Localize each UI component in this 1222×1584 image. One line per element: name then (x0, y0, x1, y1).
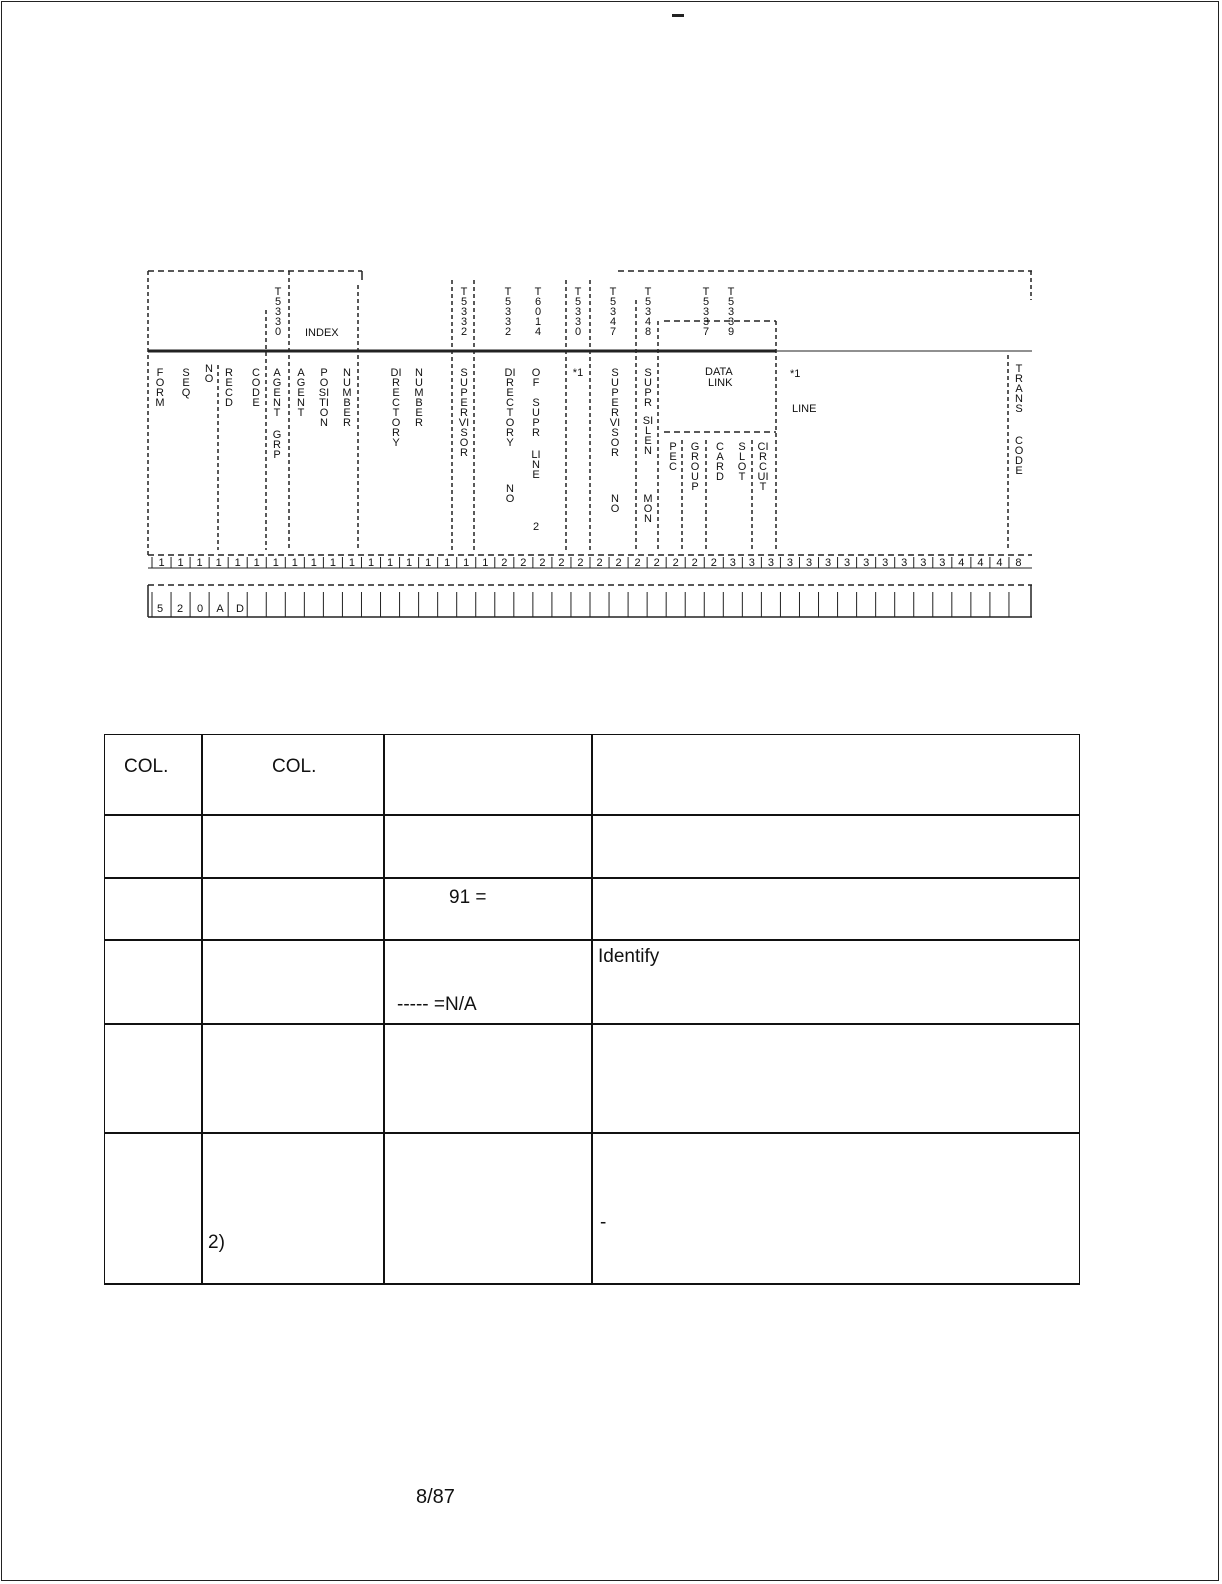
note-mark: *1 (790, 368, 801, 380)
column-digit: 2 (520, 557, 527, 569)
column-digit: 3 (805, 557, 813, 569)
preprinted-value: D (236, 603, 244, 615)
header-code-t5332-b: T5332 (504, 286, 512, 338)
field-label-code: CODE (251, 367, 261, 409)
table-header-col2: COL. (272, 756, 317, 777)
column-digit: 2 (558, 557, 565, 569)
column-digit: 2 (539, 557, 546, 569)
preprinted-value: 2 (176, 603, 184, 615)
column-digit: 1 (158, 557, 165, 569)
field-label-agent-grp-2: GRP (272, 429, 282, 461)
column-digit: 1 (444, 557, 451, 569)
field-label-number-1: NUMBER (342, 367, 352, 429)
field-label-supervisor-no: NO (610, 493, 620, 515)
field-label-dir-no-2: NO (505, 483, 515, 505)
field-label-trans-code: CODE (1014, 435, 1024, 477)
column-digit: 2 (577, 557, 584, 569)
field-label-recd: RECD (225, 367, 233, 409)
column-digit: 3 (863, 557, 870, 569)
column-digit: 1 (463, 557, 470, 569)
column-digit: 3 (882, 557, 889, 569)
column-digit: 2 (691, 557, 698, 569)
field-label-trans: TRANS (1015, 363, 1023, 415)
field-label-circuit: CIRCUIT (757, 441, 769, 493)
column-digit: 3 (939, 557, 946, 569)
field-label-pec: PEC (669, 441, 677, 473)
field-label-supervisor-1: SUPERVISOR (458, 367, 470, 459)
column-digit: 1 (310, 557, 317, 569)
header-code-t5330-b: T5330 (574, 286, 582, 338)
table-row3-col3: ----- =N/A (397, 994, 477, 1015)
column-digit: 1 (196, 557, 203, 569)
field-label-of-supr-2: SUPR (532, 397, 540, 439)
column-digit: 4 (996, 557, 1003, 569)
column-digit: 1 (253, 557, 260, 569)
header-code-t5330-a: T5330 (274, 286, 282, 338)
preprinted-value: A (216, 603, 224, 615)
column-digit: 3 (920, 557, 927, 569)
column-digit: 3 (748, 557, 755, 569)
column-digit: 1 (367, 557, 375, 569)
column-digit: 1 (425, 557, 432, 569)
column-digit: 1 (386, 557, 394, 569)
field-label-of-supr-4: 2 (532, 521, 540, 533)
field-label-number-2: NUMBER (414, 367, 424, 429)
field-label-silen-1: SILEN (642, 415, 654, 457)
instruction-table-grid (104, 734, 1080, 1286)
field-label-card: CARD (716, 441, 724, 483)
table-row5-col2: 2) (208, 1232, 225, 1253)
column-digit: 1 (482, 557, 489, 569)
instruction-table (104, 734, 1080, 1286)
field-label-of-supr-3: LINE (531, 449, 541, 481)
column-digit: 3 (767, 557, 774, 569)
column-digit: 2 (596, 557, 603, 569)
column-digit: 2 (672, 557, 679, 569)
footer-date: 8/87 (416, 1486, 455, 1508)
column-digit: 1 (406, 557, 413, 569)
column-digit: 2 (710, 557, 717, 569)
field-label-group: GROUP (690, 441, 700, 493)
field-label-supervisor-2: SUPERVISOR (609, 367, 621, 459)
header-code-t5348: T5348 (644, 286, 652, 338)
header-code-t5339: T5339 (727, 286, 735, 338)
header-code-t6014: T6014 (534, 286, 542, 338)
column-digit: 3 (901, 557, 908, 569)
header-code-t5332-a: T5332 (460, 286, 468, 338)
data-link-label-2: LINK (708, 377, 733, 389)
field-label-dir-no-1: DIRECTORY (504, 367, 516, 449)
table-row2-col3: 91 = (449, 887, 487, 908)
column-digit: 2 (653, 557, 660, 569)
field-label-star-1: *1 (572, 367, 584, 379)
column-digit: 3 (786, 557, 794, 569)
field-label-agent-pos-1: AGENT (296, 367, 306, 419)
data-link-label-1: DATA (705, 366, 733, 378)
column-digit: 1 (348, 557, 356, 569)
field-label-no: NO (204, 363, 214, 385)
line-label: LINE (792, 403, 817, 415)
field-label-seq: SEQ (181, 367, 191, 399)
field-label-form: FORM (155, 367, 165, 409)
field-label-supr-1: SUPR (644, 367, 652, 409)
column-digit: 1 (234, 557, 241, 569)
column-digit: 1 (215, 557, 222, 569)
header-code-t5337: T5337 (702, 286, 710, 338)
table-row5-col4: - (600, 1212, 607, 1233)
field-label-agent-grp-1: AGENT (272, 367, 282, 419)
field-label-of-supr-1: OF (531, 367, 541, 389)
column-digit: 2 (501, 557, 508, 569)
preprinted-value: 0 (196, 603, 204, 615)
table-row3-col4: Identify (598, 946, 660, 967)
index-label: INDEX (305, 327, 339, 339)
field-label-agent-pos-2: POSITION (318, 367, 330, 429)
column-digit: 1 (291, 557, 298, 569)
header-code-t5347: T5347 (609, 286, 617, 338)
table-header-col1: COL. (124, 756, 169, 777)
column-digit: 2 (615, 557, 622, 569)
column-digit: 1 (329, 557, 336, 569)
column-digit: 3 (844, 557, 851, 569)
field-label-directory-1: DIRECTORY (390, 367, 402, 449)
preprinted-value: 5 (156, 603, 164, 615)
field-label-mon-1: MON (643, 493, 653, 525)
column-digit: 2 (634, 557, 641, 569)
column-digit: 1 (272, 557, 279, 569)
column-digit: 1 (177, 557, 184, 569)
column-digit: 3 (729, 557, 736, 569)
column-digit: 8 (1015, 557, 1022, 569)
column-digit: 4 (977, 557, 984, 569)
field-label-slot: SLOT (737, 441, 747, 483)
column-digit: 3 (824, 557, 832, 569)
form-layout-diagram (0, 0, 1222, 640)
column-digit: 4 (958, 557, 965, 569)
